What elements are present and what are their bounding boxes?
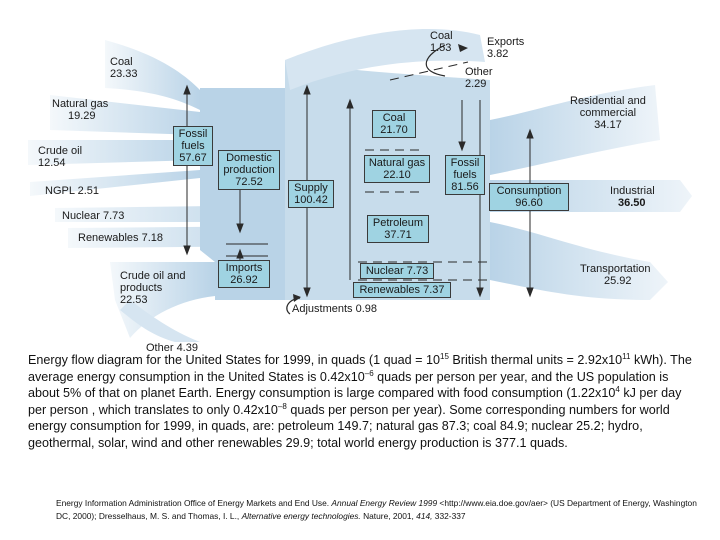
top-exports-value: 3.82 xyxy=(487,48,509,60)
source-italic-1: Annual Energy Review 1999 xyxy=(331,498,438,508)
box-coal-value: 21.70 xyxy=(380,124,408,136)
source-natural-gas-value: 19.29 xyxy=(68,110,96,122)
box-fossil-fuels-left-value: 57.67 xyxy=(179,152,207,164)
source-renewables: Renewables 7.18 xyxy=(78,232,164,244)
top-exports xyxy=(487,36,524,60)
box-domestic-line1: Domestic xyxy=(226,152,272,164)
box-fossil-fuels-left-line1: Fossil xyxy=(178,128,208,140)
box-coal xyxy=(372,110,416,138)
sink-industrial-label: Industrial xyxy=(610,185,655,197)
box-renewables-label: Renewables 7.37 xyxy=(359,284,445,296)
box-renewables xyxy=(353,282,451,298)
box-supply xyxy=(288,180,334,208)
box-consumption-value: 96.60 xyxy=(515,197,543,209)
source-crude-products-value: 22.53 xyxy=(120,294,148,306)
sink-transportation xyxy=(580,263,651,287)
box-imports-value: 26.92 xyxy=(230,274,258,286)
source-part-3: Nature, 2001, xyxy=(360,510,417,521)
caption-part-6: quads per person per year). Some corresponding numbers for world energy consumption for 1999, in quads, are: petroleum 149.7; natural gas 87.3; coal 84.9; nuclear 25.2; hydro, geothermal, solar, wind and other renewables 29.9; total world energy production is 377.1 quads. xyxy=(28,402,670,450)
box-domestic-production xyxy=(218,150,280,190)
box-fossil-fuels-right-line2: fuels xyxy=(453,169,477,181)
caption-part-2: British thermal units = 2.92x10 xyxy=(448,353,623,367)
source-crude-products-line2: products xyxy=(120,282,163,294)
source-part-4: 332-337 xyxy=(432,510,466,521)
box-natural-gas xyxy=(364,155,430,183)
source-natural-gas xyxy=(52,98,108,122)
caption-sup-3: –6 xyxy=(364,368,374,378)
box-fossil-fuels-right-value: 81.56 xyxy=(451,181,479,193)
box-petroleum-label: Petroleum xyxy=(372,217,424,229)
caption-sup-4: 4 xyxy=(615,385,620,394)
flow-transportation xyxy=(490,222,668,300)
sink-transportation-label: Transportation xyxy=(580,263,651,275)
sink-residential-line2: commercial xyxy=(579,107,637,119)
source-part-2: <http://www.eia.doe.gov/aer> (US Department of Energy, Washington DC, 2000); Dresselhaus, M. S. and Thomas, I. L., xyxy=(56,498,697,521)
source-part-1: Energy Information Administration Office of Energy Markets and End Use. xyxy=(56,498,332,508)
source-natural-gas-label: Natural gas xyxy=(52,98,109,110)
box-imports xyxy=(218,260,270,288)
source-crude-products xyxy=(120,270,185,306)
top-coal-label: Coal xyxy=(430,30,453,42)
box-coal-label: Coal xyxy=(382,112,406,124)
caption-part-4: quads per person per year, and the US population is about 5% of that on planet Earth. Energy consumption is large compared with food consumption (1.22x10 xyxy=(28,369,669,401)
source-crude-oil-value: 12.54 xyxy=(38,157,66,169)
caption-part-3: kWh). The average energy consumption in the United States is 0.42x10 xyxy=(28,353,692,384)
source-coal xyxy=(110,56,138,80)
figure-caption xyxy=(28,352,700,452)
top-other xyxy=(465,66,493,90)
top-coal-value: 1.53 xyxy=(430,42,452,54)
source-italic-3: 414, xyxy=(416,510,433,521)
sink-industrial-value: 36.50 xyxy=(618,197,646,209)
source-other: Other 4.39 xyxy=(146,342,198,354)
sink-industrial xyxy=(610,185,655,209)
source-crude-oil xyxy=(38,145,82,169)
box-imports-label: Imports xyxy=(225,262,263,274)
caption-sup-2: 11 xyxy=(622,351,631,361)
source-ngpl: NGPL 2.51 xyxy=(45,185,100,197)
source-italic-2: Alternative energy technologies. xyxy=(241,510,361,521)
source-crude-products-line1: Crude oil and xyxy=(120,270,186,282)
source-coal-value: 23.33 xyxy=(110,68,138,80)
box-supply-label: Supply xyxy=(294,182,328,194)
source-reference xyxy=(56,497,706,522)
caption-sup-1: 15 xyxy=(440,351,449,361)
box-domestic-line2: production xyxy=(223,164,275,176)
box-natural-gas-value: 22.10 xyxy=(383,169,411,181)
box-domestic-value: 72.52 xyxy=(235,176,263,188)
top-other-value: 2.29 xyxy=(465,78,487,90)
box-nuclear-label: Nuclear 7.73 xyxy=(365,265,429,277)
sink-residential xyxy=(570,95,646,131)
top-other-label: Other xyxy=(465,66,493,78)
caption-part-1: Energy flow diagram for the United States for 1999, in quads (1 quad = 10 xyxy=(28,353,440,367)
box-petroleum-value: 37.71 xyxy=(384,229,412,241)
box-consumption-label: Consumption xyxy=(496,185,562,197)
source-coal-label: Coal xyxy=(110,56,133,68)
box-nuclear xyxy=(360,263,434,279)
box-supply-value: 100.42 xyxy=(294,194,328,206)
box-fossil-fuels-right-line1: Fossil xyxy=(450,157,480,169)
box-petroleum xyxy=(367,215,429,243)
top-coal xyxy=(430,30,453,54)
sink-residential-value: 34.17 xyxy=(594,119,622,131)
caption-sup-5: –8 xyxy=(277,401,287,411)
sink-residential-line1: Residential and xyxy=(570,95,646,107)
caption-part-5: kJ per day per person , which translates to only 0.42x10 xyxy=(28,386,682,417)
box-fossil-fuels-left xyxy=(173,126,213,166)
source-nuclear: Nuclear 7.73 xyxy=(62,210,125,222)
box-consumption xyxy=(489,183,569,211)
box-fossil-fuels-left-line2: fuels xyxy=(181,140,205,152)
source-crude-oil-label: Crude oil xyxy=(38,145,83,157)
top-exports-label: Exports xyxy=(487,36,525,48)
box-fossil-fuels-right xyxy=(445,155,485,195)
box-natural-gas-label: Natural gas xyxy=(368,157,426,169)
adjustments-label: Adjustments 0.98 xyxy=(292,303,377,315)
sink-transportation-value: 25.92 xyxy=(604,275,632,287)
